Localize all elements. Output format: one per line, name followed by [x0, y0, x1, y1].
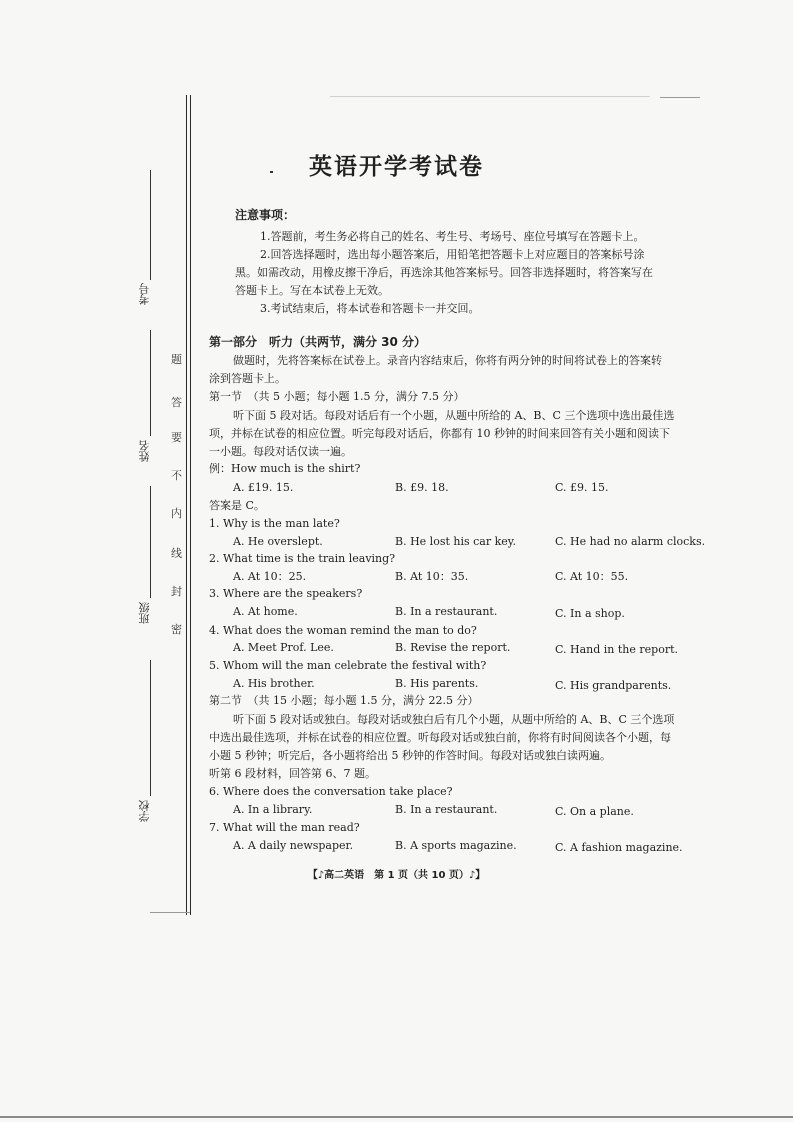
q4-option-a: A. Meet Prof. Lee. — [233, 641, 334, 654]
section1-heading: 第一节 （共 5 小题；每小题 1.5 分，满分 7.5 分） — [209, 390, 465, 403]
seal-char-1: 题 — [171, 353, 182, 366]
label-exam-number: 考号 — [138, 283, 151, 305]
blank-class[interactable] — [150, 486, 151, 598]
q5-option-c: C. His grandparents. — [555, 679, 672, 692]
section1-instr-3: 一小题。每段对话仅读一遍。 — [209, 445, 352, 458]
notice-line-1: 1.答题前，考生务必将自己的姓名、考生号、考场号、座位号填写在答题卡上。 — [260, 230, 645, 243]
page-footer: 【♪高二英语 第 1 页（共 10 页）♪】 — [307, 870, 486, 881]
notice-line-5: 3.考试结束后，将本试卷和答题卡一并交回。 — [260, 302, 480, 315]
blank-name[interactable] — [150, 330, 151, 436]
q7-option-a: A. A daily newspaper. — [233, 839, 354, 852]
part1-intro-1: 做题时，先将答案标在试卷上。录音内容结束后，你将有两分钟的时间将试卷上的答案转 — [233, 354, 662, 367]
q2-option-a: A. At 10：25. — [233, 570, 307, 583]
scan-bottom-edge — [0, 1116, 793, 1118]
exam-title: 英语开学考试卷 — [309, 154, 484, 180]
seal-char-2: 答 — [171, 396, 182, 409]
section1-instr-1: 听下面 5 段对话。每段对话后有一个小题，从题中所给的 A、B、C 三个选项中选出最佳选 — [233, 409, 675, 422]
top-rule — [330, 96, 650, 97]
seal-char-4: 不 — [171, 469, 182, 482]
section2-instr-2: 中选出最佳选项，并标在试卷的相应位置。听每段对话或独白前，你将有时间阅读各个小题，每 — [209, 731, 671, 744]
q2-option-b: B. At 10：35. — [395, 570, 469, 583]
notice-line-3: 黑。如需改动，用橡皮擦干净后，再选涂其他答案标号。回答非选择题时，将答案写在 — [235, 266, 653, 279]
binding-line-outer — [186, 95, 187, 915]
seal-char-3: 要 — [171, 431, 182, 444]
scan-rule-lower — [150, 912, 190, 913]
notice-line-2: 2.回答选择题时，选出每小题答案后，用铅笔把答题卡上对应题目的答案标号涂 — [260, 248, 645, 261]
q3-option-a: A. At home. — [233, 605, 298, 618]
q3-option-b: B. In a restaurant. — [395, 605, 498, 618]
q6-option-b: B. In a restaurant. — [395, 803, 498, 816]
seal-char-7: 封 — [171, 585, 182, 598]
top-rule-right — [660, 97, 700, 98]
q3-option-c: C. In a shop. — [555, 607, 625, 620]
q7-option-c: C. A fashion magazine. — [555, 841, 683, 854]
q6-option-a: A. In a library. — [233, 803, 313, 816]
question-1: 1. Why is the man late? — [209, 517, 340, 530]
seal-char-5: 内 — [171, 507, 182, 520]
section2-heading: 第二节 （共 15 小题；每小题 1.5 分，满分 22.5 分） — [209, 694, 479, 707]
example-option-c: C. £9. 15. — [555, 481, 609, 494]
label-school: 学校 — [138, 800, 151, 822]
example-option-b: B. £9. 18. — [395, 481, 449, 494]
seal-char-8: 密 — [171, 623, 182, 636]
label-name: 姓名 — [138, 440, 151, 462]
section2-instr-1: 听下面 5 段对话或独白。每段对话或独白后有几个小题，从题中所给的 A、B、C 三个选项 — [233, 713, 675, 726]
q4-option-c: C. Hand in the report. — [555, 643, 679, 656]
blank-school[interactable] — [150, 660, 151, 796]
example-question: 例：How much is the shirt? — [209, 462, 361, 475]
part1-intro-2: 涂到答题卡上。 — [209, 372, 286, 385]
q4-option-b: B. Revise the report. — [395, 641, 511, 654]
question-4: 4. What does the woman remind the man to do? — [209, 624, 477, 637]
label-class: 班级 — [138, 602, 151, 624]
question-6: 6. Where does the conversation take place? — [209, 785, 453, 798]
part1-heading: 第一部分 听力（共两节，满分 30 分） — [209, 335, 427, 349]
notice-heading: 注意事项： — [235, 208, 296, 222]
q1-option-b: B. He lost his car key. — [395, 535, 517, 548]
question-5: 5. Whom will the man celebrate the festival with? — [209, 659, 487, 672]
section2-instr-3: 小题 5 秒钟；听完后，各小题将给出 5 秒钟的作答时间。每段对话或独白读两遍。 — [209, 749, 611, 762]
q2-option-c: C. At 10：55. — [555, 570, 629, 583]
q1-option-a: A. He overslept. — [233, 535, 323, 548]
q5-option-a: A. His brother. — [233, 677, 315, 690]
material-note: 听第 6 段材料，回答第 6、7 题。 — [209, 767, 376, 780]
q5-option-b: B. His parents. — [395, 677, 479, 690]
blank-exam-number[interactable] — [150, 170, 151, 280]
question-3: 3. Where are the speakers? — [209, 587, 363, 600]
binding-line-inner — [190, 95, 191, 915]
seal-char-6: 线 — [171, 547, 182, 560]
example-answer: 答案是 C。 — [209, 499, 265, 512]
section1-instr-2: 项，并标在试卷的相应位置。听完每段对话后，你都有 10 秒钟的时间来回答有关小题和阅读下 — [209, 427, 670, 440]
q7-option-b: B. A sports magazine. — [395, 839, 517, 852]
question-7: 7. What will the man read? — [209, 821, 360, 834]
scan-dot — [270, 171, 273, 173]
notice-line-4: 答题卡上。写在本试卷上无效。 — [235, 284, 389, 297]
example-option-a: A. £19. 15. — [233, 481, 294, 494]
q6-option-c: C. On a plane. — [555, 805, 634, 818]
q1-option-c: C. He had no alarm clocks. — [555, 535, 706, 548]
question-2: 2. What time is the train leaving? — [209, 552, 396, 565]
